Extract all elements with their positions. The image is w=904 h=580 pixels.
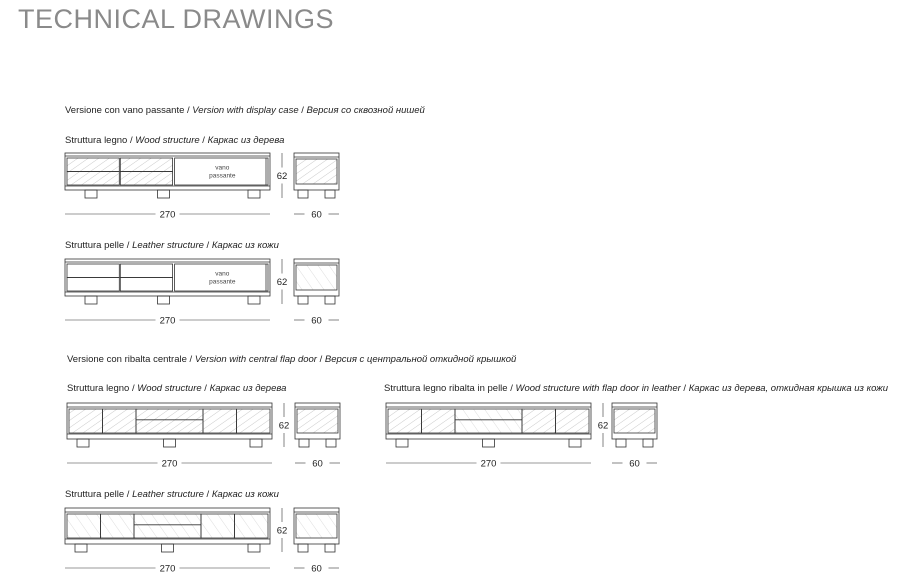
- drawer-front: [120, 158, 172, 172]
- separator: /: [203, 489, 212, 500]
- label-en: Wood structure: [137, 383, 202, 394]
- door-panel: [235, 514, 269, 538]
- niche-label: vano: [215, 164, 230, 172]
- separator: /: [316, 354, 325, 365]
- drawer-front: [120, 172, 172, 186]
- section-heading-ru: Версия с центральной откидной крышкой: [324, 354, 517, 365]
- foot: [396, 439, 408, 447]
- side-panel-face: [296, 265, 337, 290]
- width-dimension-label: 270: [159, 563, 176, 575]
- label-ru: Каркас из кожи: [211, 489, 279, 500]
- side-panel-face: [614, 409, 655, 433]
- label-ru: Каркас из кожи: [211, 240, 279, 251]
- separator: /: [680, 383, 689, 394]
- separator: /: [184, 105, 193, 116]
- depth-dimension-label: 60: [312, 458, 323, 470]
- label-en: Leather structure: [132, 240, 204, 251]
- drawer-front: [120, 264, 172, 278]
- drawer-front: [67, 264, 119, 278]
- drawing-leather-display: [65, 259, 339, 327]
- door-panel: [522, 409, 556, 433]
- height-dimension-label: 62: [597, 420, 609, 432]
- door-panel: [388, 409, 422, 433]
- section-heading-en: Version with display case: [192, 105, 299, 116]
- drawing-wood-display: [65, 153, 339, 221]
- width-dimension-label: 270: [161, 458, 178, 470]
- drawer-front: [120, 278, 172, 292]
- label-it: Struttura pelle: [65, 240, 125, 251]
- drawing-wood-leather-flap: [386, 403, 657, 470]
- side-panel-face: [296, 514, 337, 538]
- separator: /: [124, 489, 133, 500]
- foot: [158, 296, 170, 304]
- foot: [298, 544, 308, 552]
- label-it: Struttura legno: [65, 135, 128, 146]
- door-panel: [67, 514, 101, 538]
- separator: /: [129, 383, 138, 394]
- foot: [643, 439, 653, 447]
- drawing-wood-flap: [67, 403, 340, 470]
- foot: [77, 439, 89, 447]
- niche-label: passante: [209, 172, 236, 180]
- separator: /: [298, 105, 307, 116]
- foot: [616, 439, 626, 447]
- separator: /: [124, 240, 133, 251]
- separator: /: [507, 383, 516, 394]
- side-panel-face: [296, 159, 337, 184]
- niche-label: passante: [209, 278, 236, 286]
- foot: [164, 439, 176, 447]
- separator: /: [186, 354, 195, 365]
- foot: [248, 190, 260, 198]
- height-dimension-label: 62: [278, 420, 290, 432]
- width-dimension-label: 270: [159, 209, 176, 221]
- foot: [299, 439, 309, 447]
- door-panel: [69, 409, 103, 433]
- foot: [325, 190, 335, 198]
- door-panel: [237, 409, 271, 433]
- label-it: Struttura legno: [67, 383, 130, 394]
- width-dimension-label: 270: [480, 458, 497, 470]
- depth-dimension-label: 60: [311, 563, 322, 575]
- foot: [248, 296, 260, 304]
- foot: [85, 296, 97, 304]
- door-panel: [422, 409, 456, 433]
- display-niche: [175, 264, 268, 291]
- side-panel-face: [297, 409, 338, 433]
- door-panel: [556, 409, 590, 433]
- foot: [250, 439, 262, 447]
- foot: [75, 544, 87, 552]
- label-ru: Каркас из дерева: [207, 135, 285, 146]
- drawer-front: [67, 172, 119, 186]
- flap-door: [134, 514, 201, 538]
- depth-dimension-label: 60: [311, 209, 322, 221]
- height-dimension-label: 62: [276, 171, 288, 182]
- drawer-front: [67, 158, 119, 172]
- display-niche: [175, 158, 268, 185]
- separator: /: [199, 135, 208, 146]
- foot: [298, 190, 308, 198]
- depth-dimension-label: 60: [311, 315, 322, 327]
- door-panel: [101, 514, 135, 538]
- drawing-leather-flap: [65, 508, 339, 575]
- height-dimension-label: 62: [276, 277, 288, 288]
- label-en: Leather structure: [132, 489, 204, 500]
- foot: [326, 439, 336, 447]
- depth-dimension-label: 60: [629, 458, 640, 470]
- foot: [158, 190, 170, 198]
- separator: /: [127, 135, 136, 146]
- height-dimension-label: 62: [276, 525, 288, 537]
- foot: [85, 190, 97, 198]
- section-heading-it: Versione con ribalta centrale: [67, 354, 187, 365]
- label-en: Wood structure: [135, 135, 200, 146]
- label-en: Wood structure with flap door in leather: [515, 383, 681, 394]
- page-title: TECHNICAL DRAWINGS: [18, 4, 335, 34]
- section-heading-it: Versione con vano passante: [65, 105, 185, 116]
- section-heading-en: Version with central flap door: [194, 354, 317, 365]
- door-panel: [201, 514, 235, 538]
- width-dimension-label: 270: [159, 315, 176, 327]
- label-ru: Каркас из дерева, откидная крышка из кожи: [688, 383, 888, 394]
- flap-door: [455, 409, 522, 433]
- label-it: Struttura pelle: [65, 489, 125, 500]
- foot: [569, 439, 581, 447]
- label-it: Struttura legno ribalta in pelle: [384, 383, 508, 394]
- foot: [325, 544, 335, 552]
- flap-door: [136, 409, 203, 433]
- separator: /: [203, 240, 212, 251]
- door-panel: [203, 409, 237, 433]
- foot: [325, 296, 335, 304]
- foot: [248, 544, 260, 552]
- foot: [483, 439, 495, 447]
- section-heading-ru: Версия со сквозной нишей: [306, 105, 425, 116]
- niche-label: vano: [215, 270, 230, 278]
- foot: [162, 544, 174, 552]
- label-ru: Каркас из дерева: [209, 383, 287, 394]
- foot: [298, 296, 308, 304]
- drawer-front: [67, 278, 119, 292]
- separator: /: [201, 383, 210, 394]
- door-panel: [103, 409, 137, 433]
